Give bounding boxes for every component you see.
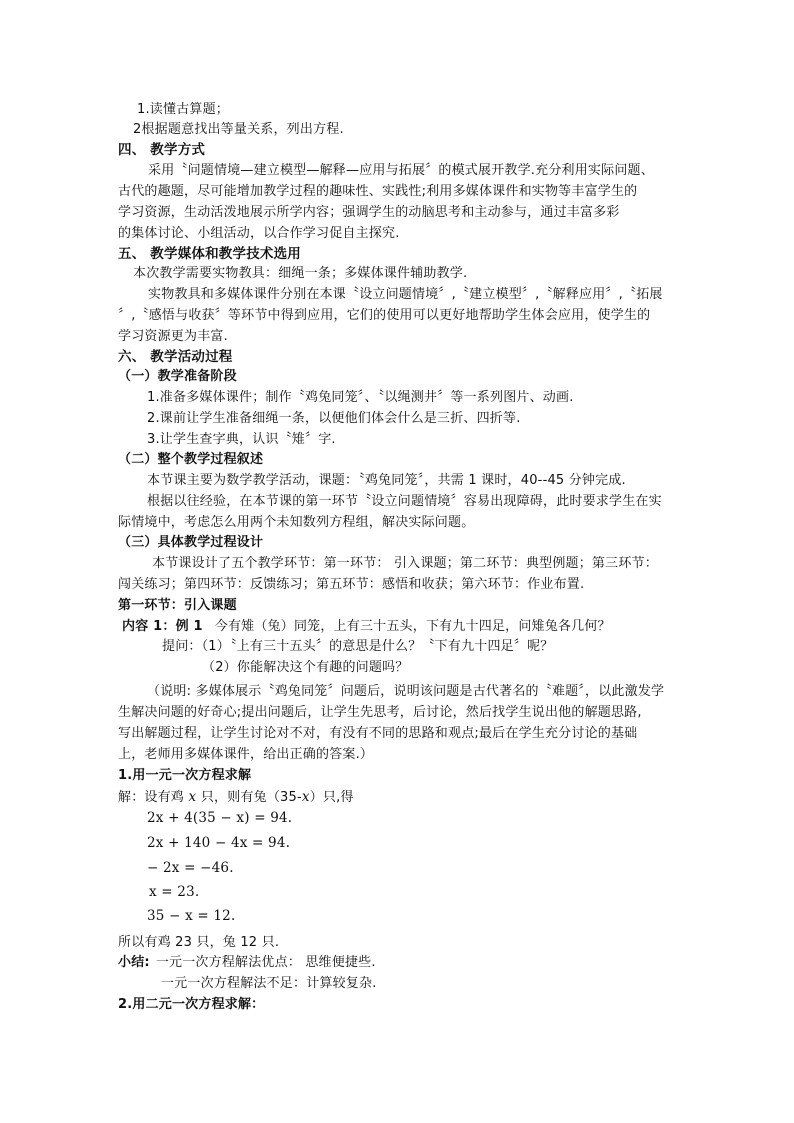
summary-advantage	[118, 955, 376, 971]
paragraph-line: 本次教学需要实物教具：细绳一条；多媒体课件辅助教学.	[133, 266, 468, 281]
equation-1: 2x + 4(35 − x) = 94.	[147, 810, 293, 826]
example-1	[122, 619, 611, 635]
summary-disadvantage: 一元一次方程解法不足：计算较复杂.	[161, 976, 377, 991]
paragraph-line: 闯关练习；第四环节：反馈练习；第五环节：感悟和收获；第六环节：作业布置.	[118, 577, 585, 592]
paragraph-line: 根据以往经验，在本节课的第一环节〝设立问题情境〞容易出现障碍，此时要求学生在实	[147, 494, 662, 509]
variable-x: x	[301, 789, 310, 805]
section-heading-teaching-method: 四、 教学方式	[118, 142, 206, 158]
example-label: 内容 1：例 1	[122, 619, 203, 634]
solution-intro	[118, 789, 354, 806]
paragraph-line: 际情境中，考虑怎么用两个未知数列方程组，解决实际问题。	[118, 515, 475, 530]
paragraph-line: 学习资源更为丰富.	[118, 329, 228, 344]
paragraph-line: 学习资源，生动活泼地展示所学内容；强调学生的动脑思考和主动参与，通过丰富多彩	[118, 205, 620, 220]
note-line: 写出解题过程，让学生讨论对不对，有没有不同的思路和观点;最后在学生充分讨论的基础	[118, 726, 638, 741]
solution-text: 只，则有兔（35-	[200, 790, 302, 805]
objective-2: 2根据题意找出等量关系，列出方程.	[133, 122, 344, 137]
solution-text: 解：设有鸡	[118, 790, 185, 805]
paragraph-line: 实物教具和多媒体课件分别在本课〝设立问题情境〞,〝建立模型〞,〝解释应用〞,〝拓展	[148, 287, 663, 302]
equation-3: − 2x = −46.	[147, 860, 234, 876]
objective-1: 1.读懂古算题；	[137, 102, 230, 117]
paragraph-line: 采用〝问题情境—建立模型—解释—应用与拓展〞的模式展开教学.充分利用实际问题、	[148, 163, 654, 178]
paragraph-line: 本节课主要为数学教学活动，课题：〝鸡兔同笼〞，共需 1 课时，40--45 分钟完成.	[147, 473, 626, 488]
question-2: （2）你能解决这个有趣的问题吗？	[202, 660, 409, 675]
note-line: 生解决问题的好奇心;提出问题后，让学生先思考，后讨论，然后找学生说出他的解题思路,	[118, 705, 642, 720]
example-text: 今有雉（兔）同笼，上有三十五头，下有九十四足，问雉兔各几何？	[214, 619, 611, 634]
equation-2: 2x + 140 − 4x = 94.	[147, 835, 291, 851]
equation-4: x = 23.	[149, 884, 200, 900]
paragraph-line: 古代的趣题，尽可能增加教学过程的趣味性、实践性;利用多媒体课件和实物等丰富学生的	[118, 184, 638, 199]
list-item: 1.准备多媒体课件；制作〝鸡兔同笼〞、〝以绳测井〞等一系列图片、动画.	[147, 390, 574, 405]
solution-text: ）只,得	[309, 790, 354, 805]
question-1: 提问：（1）〝上有三十五头〞的意思是什么？〝下有九十四足〞呢？	[162, 639, 554, 654]
paragraph-line: 的集体讨论、小组活动，以合作学习促自主探究.	[118, 226, 400, 241]
note-line: 上，老师用多媒体课件，给出正确的答案.）	[118, 747, 374, 762]
answer: 所以有鸡 23 只，兔 12 只.	[118, 935, 280, 950]
subsection-heading-overview: （二）整个教学过程叙述	[118, 452, 264, 467]
note-line: （说明: 多媒体展示〝鸡兔同笼〞问题后，说明该问题是古代著名的〝难题〞，以此激发学	[147, 684, 665, 699]
list-item: 3.让学生查字典，认识〝雉〞字.	[147, 432, 336, 447]
paragraph-line: 〞,〝感悟与收获〞等环节中得到应用，它们的使用可以更好地帮助学生体会应用，使学生的	[118, 308, 651, 323]
stage-heading-introduction: 第一环节：引入课题	[118, 598, 237, 613]
summary-label: 小结:	[118, 955, 150, 970]
section-heading-media: 五、 教学媒体和教学技术选用	[118, 246, 301, 262]
method-heading-linear-two: 2.用二元一次方程求解：	[118, 997, 265, 1012]
method-heading-linear-one: 1.用一元一次方程求解	[118, 768, 252, 783]
list-item: 2.课前让学生准备细绳一条，以便他们体会什么是三折、四折等.	[147, 411, 521, 426]
subsection-heading-detailed-design: （三）具体教学过程设计	[118, 535, 264, 550]
paragraph-line: 本节课设计了五个教学环节：第一环节： 引入课题；第二环节：典型例题；第三环节：	[152, 556, 658, 571]
summary-text: 一元一次方程解法优点： 思维便捷些.	[155, 955, 376, 970]
subsection-heading-preparation: （一）教学准备阶段	[118, 369, 237, 384]
section-heading-activity-process: 六、 教学活动过程	[118, 349, 233, 365]
equation-5: 35 − x = 12.	[147, 908, 236, 924]
variable-x: x	[188, 789, 197, 805]
